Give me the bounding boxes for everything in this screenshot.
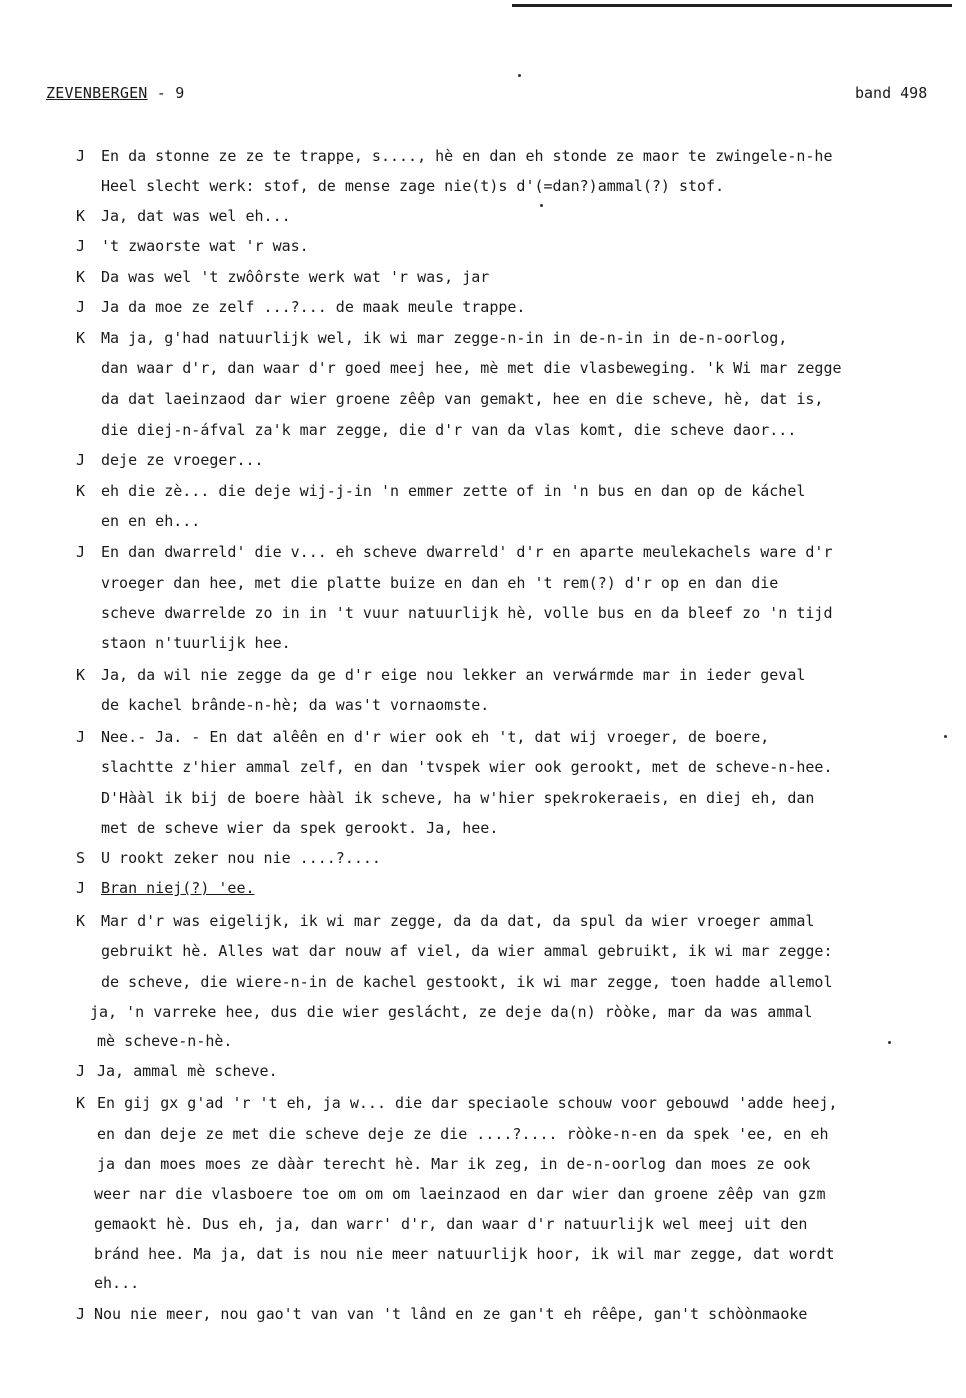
line-text: Ma ja, g'had natuurlijk wel, ik wi mar zegge-n-in in de-n-in in de-n-oorlog, <box>101 329 788 347</box>
line-text: gebruikt hè. Alles wat dar nouw af viel, da wier ammal gebruikt, ik wi mar zegge: <box>101 942 833 960</box>
speaker-label: J <box>76 728 86 746</box>
speaker-label: J <box>76 298 86 316</box>
line-text: vroeger dan hee, met die platte buize en dan eh 't rem(?) d'r op en dan die <box>101 574 779 592</box>
line-text: scheve dwarrelde zo in in 't vuur natuurlijk hè, volle bus en da bleef zo 'n tijd <box>101 604 833 622</box>
line-text: deje ze vroeger... <box>101 451 264 469</box>
speaker-label: K <box>76 482 86 500</box>
speck-mark <box>888 1041 891 1044</box>
line-text: weer nar die vlasboere toe om om om laeinzaod en dar wier dan groene zêêp van gzm <box>94 1185 826 1203</box>
line-text: 't zwaorste wat 'r was. <box>101 237 309 255</box>
speaker-label: K <box>76 912 86 930</box>
line-text: eh die zè... die deje wij-j-in 'n emmer zette of in 'n bus en dan op de káchel <box>101 482 806 500</box>
top-rule <box>512 4 952 7</box>
line-text: Nou nie meer, nou gao't van van 't lând en ze gan't eh rêêpe, gan't schòònmaoke <box>94 1305 808 1323</box>
header-band: band 498 <box>855 84 928 102</box>
line-text: Mar d'r was eigelijk, ik wi mar zegge, da da dat, da spul da wier vroeger ammal <box>101 912 815 930</box>
line-text: de scheve, die wiere-n-in de kachel gestookt, ik wi mar zegge, toen hadde allemol <box>101 973 833 991</box>
speaker-label: J <box>76 543 86 561</box>
line-text: En da stonne ze ze te trappe, s...., hè en dan eh stonde ze maor te zwingele-n-he <box>101 147 833 165</box>
line-text: en en eh... <box>101 512 201 530</box>
line-text <box>101 176 724 196</box>
speaker-label: J <box>76 451 86 469</box>
line-text: da dat laeinzaod dar wier groene zêêp van gemakt, hee en die scheve, hè, dat is, <box>101 390 824 408</box>
line-text: U rookt zeker nou nie ....?.... <box>101 849 381 867</box>
speaker-label: S <box>76 849 86 867</box>
line-text: Ja, ammal mè scheve. <box>97 1062 278 1080</box>
line-text: eh... <box>94 1274 140 1292</box>
speaker-label: K <box>76 207 86 225</box>
speaker-label: K <box>76 666 86 684</box>
line-text: ja dan moes moes ze dààr terecht hè. Mar ik zeg, in de-n-oorlog dan moes ze ook <box>97 1155 811 1173</box>
line-text: dan waar d'r, dan waar d'r goed meej hee, mè met die vlasbeweging. 'k Wi mar zegge <box>101 359 842 377</box>
speaker-label: K <box>76 268 86 286</box>
header-place: ZEVENBERGEN <box>46 84 148 102</box>
line-text: de kachel brânde-n-hè; da was't vornaomste. <box>101 696 490 714</box>
line-text: Ja da moe ze zelf ...?... de maak meule trappe. <box>101 298 526 316</box>
speck-mark <box>518 74 521 77</box>
line-text: mè scheve-n-hè. <box>97 1032 233 1050</box>
speaker-label: J <box>76 1305 86 1323</box>
line-text: staon n'tuurlijk hee. <box>101 634 291 652</box>
line-text: en dan deje ze met die scheve deje ze die ....?.... ròòke-n-en da spek 'ee, en eh <box>97 1125 829 1143</box>
line-text: met de scheve wier da spek gerookt. Ja, hee. <box>101 819 499 837</box>
line-text: Ja, da wil nie zegge da ge d'r eige nou lekker an verwármde mar in ieder geval <box>101 666 806 684</box>
line-text: Bran niej(?) 'ee. <box>101 879 255 897</box>
speck-mark <box>944 735 947 738</box>
line-text: bránd hee. Ma ja, dat is nou nie meer natuurlijk hoor, ik wil mar zegge, dat wordt <box>94 1245 835 1263</box>
line-text: slachtte z'hier ammal zelf, en dan 'tvspek wier ook gerookt, met de scheve-n-hee. <box>101 758 833 776</box>
line-text: gemaokt hè. Dus eh, ja, dan warr' d'r, dan waar d'r natuurlijk wel meej uit den <box>94 1215 808 1233</box>
line-text: Nee.- Ja. - En dat alêên en d'r wier ook eh 't, dat wij vroeger, de boere, <box>101 728 770 746</box>
speck-mark <box>540 204 543 207</box>
header-page-number: - 9 <box>147 84 185 102</box>
line-text: En dan dwarreld' die v... eh scheve dwarreld' d'r en aparte meulekachels ware d'r <box>101 543 833 561</box>
line-text: Da was wel 't zwôôrste werk wat 'r was, jar <box>101 268 490 286</box>
speaker-label: J <box>76 879 86 897</box>
speaker-label: K <box>76 1094 86 1112</box>
line-text: die diej-n-áfval za'k mar zegge, die d'r van da vlas komt, die scheve daor... <box>101 421 797 439</box>
line-text: Ja, dat was wel eh... <box>101 207 291 225</box>
speaker-label: J <box>76 237 86 255</box>
line-text: En gij gx g'ad 'r 't eh, ja w... die dar speciaole schouw voor gebouwd 'adde heej, <box>97 1094 838 1112</box>
speaker-label: K <box>76 329 86 347</box>
line-text: ja, 'n varreke hee, dus die wier geslácht, ze deje da(n) ròòke, mar da was ammal <box>90 1003 813 1021</box>
line-text-part: Heel slecht werk: stof, de mense zage nie(t)s d'(=dan?)ammal(?) stof. <box>101 177 725 195</box>
speaker-label: J <box>76 147 86 165</box>
line-text: D'Hààl ik bij de boere hààl ik scheve, ha w'hier spekrokeraeis, en diej eh, dan <box>101 789 815 807</box>
speaker-label: J <box>76 1062 86 1080</box>
page-header-left <box>46 84 184 102</box>
